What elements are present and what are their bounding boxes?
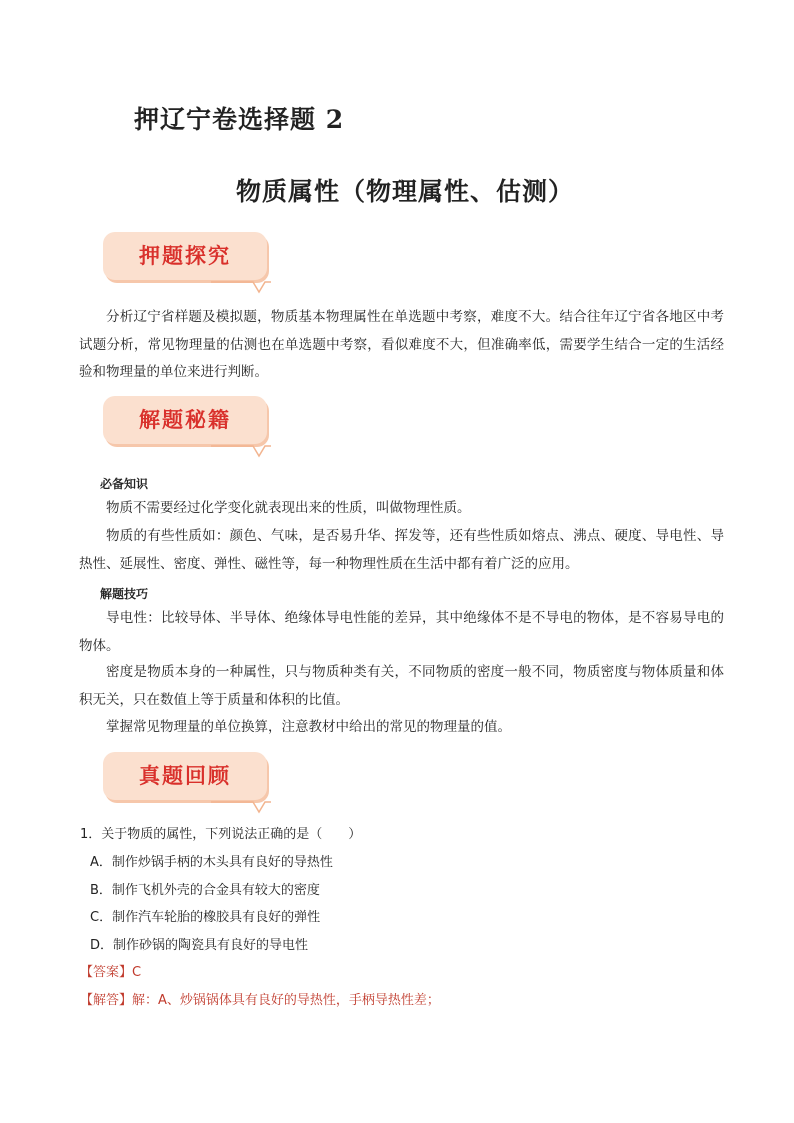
- page-title: 押辽宁卷选择题 2: [134, 105, 345, 134]
- banner-review: [103, 752, 271, 816]
- banner-tail-icon: [103, 752, 273, 818]
- banner-label: 真题回顾: [139, 764, 231, 788]
- skills-paragraph-2: 密度是物质本身的一种属性，只与物质种类有关，不同物质的密度一般不同，物质密度与物体质量和体积无关，只在数值上等于质量和体积的比值。: [79, 664, 724, 708]
- skills-paragraph-3: 掌握常见物理量的单位换算，注意教材中给出的常见的物理量的值。: [106, 719, 511, 735]
- banner-explore: [103, 232, 271, 296]
- analysis-label: 【解答】: [80, 993, 133, 1008]
- banner-tail-icon: [103, 232, 273, 298]
- analysis-line: [80, 989, 440, 1008]
- banner-secrets: [103, 396, 271, 460]
- option-b: B．制作飞机外壳的合金具有较大的密度: [90, 883, 320, 898]
- skills-paragraph-1: 导电性：比较导体、半导体、绝缘体导电性能的差异，其中绝缘体不是不导电的物体，是不容易导电的物体。: [79, 610, 724, 654]
- question-stem: 1．关于物质的属性，下列说法正确的是（ ）: [80, 827, 362, 842]
- intro-paragraph: 分析辽宁省样题及模拟题，物质基本物理属性在单选题中考察，难度不大。结合往年辽宁省各地区中考试题分析，常见物理量的估测也在单选题中考察，看似难度不大，但准确率低，需要学生结合一定的生活经验和物理量的单位来进行判断。: [79, 309, 724, 380]
- skills-heading: 解题技巧: [100, 587, 149, 601]
- banner-label: 押题探究: [139, 244, 231, 268]
- knowledge-heading: 必备知识: [100, 477, 149, 491]
- banner-label: 解题秘籍: [139, 408, 231, 432]
- option-c: C．制作汽车轮胎的橡胶具有良好的弹性: [90, 910, 321, 925]
- analysis-text: 解：A、炒锅锅体具有良好的导热性，手柄导热性差；: [132, 993, 440, 1008]
- answer-value: C: [132, 965, 142, 980]
- answer-label: 【答案】: [80, 965, 133, 980]
- knowledge-paragraph-2: 物质的有些性质如：颜色、气味，是否易升华、挥发等，还有些性质如熔点、沸点、硬度、导电性、导热性、延展性、密度、弹性、磁性等，每一种物理性质在生活中都有着广泛的应用。: [79, 528, 724, 572]
- page-subtitle: 物质属性（物理属性、估测）: [236, 177, 575, 206]
- option-d: D．制作砂锅的陶瓷具有良好的导电性: [90, 938, 309, 953]
- option-a: A．制作炒锅手柄的木头具有良好的导热性: [90, 855, 333, 870]
- banner-tail-icon: [103, 396, 273, 462]
- answer-line: [80, 961, 141, 980]
- knowledge-paragraph-1: 物质不需要经过化学变化就表现出来的性质，叫做物理性质。: [106, 500, 471, 516]
